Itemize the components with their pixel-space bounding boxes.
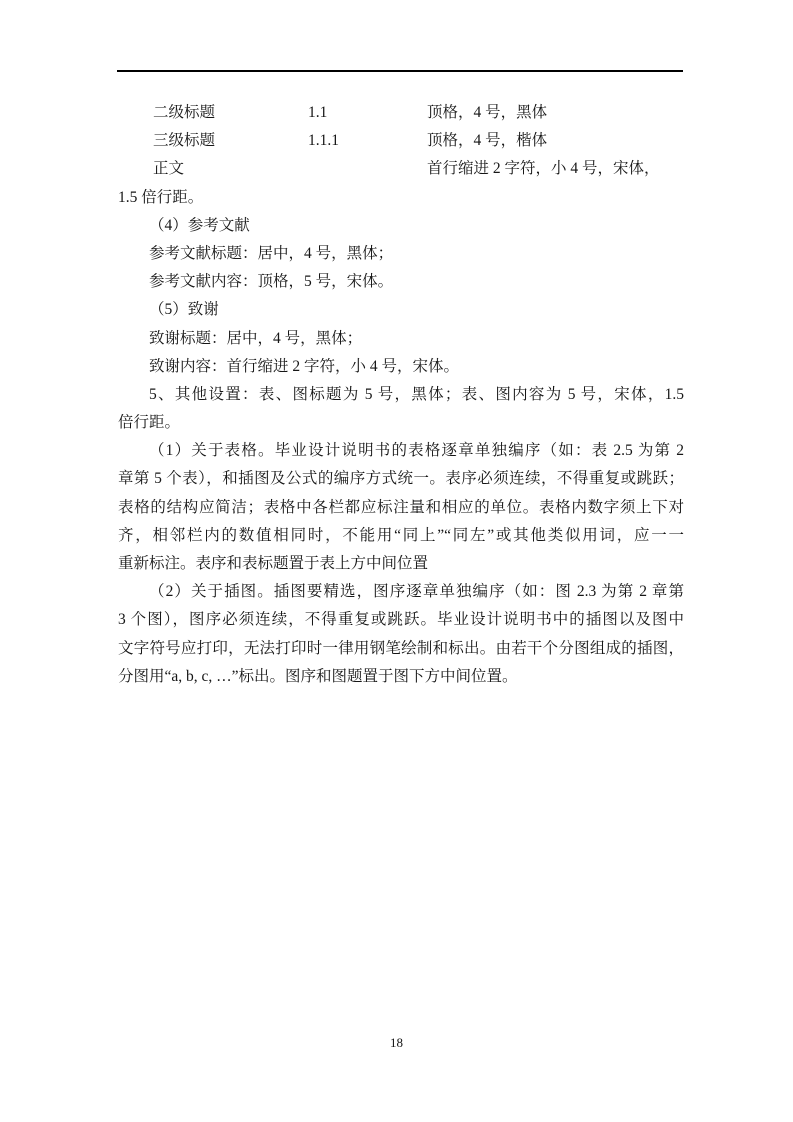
row-format: 顶格，4 号，楷体 <box>427 132 548 150</box>
text-line: 5、其他设置：表、图标题为 5 号，黑体；表、图内容为 5 号，宋体，1.5 <box>149 385 684 403</box>
text-line: 致谢标题：居中，4 号，黑体； <box>149 329 363 347</box>
text-line: 3 个图），图序必须连续，不得重复或跳跃。毕业设计说明书中的插图以及图中 <box>118 611 684 629</box>
text-line: 致谢内容：首行缩进 2 字符，小 4 号，宋体。 <box>149 357 460 375</box>
text-line: 章第 5 个表），和插图及公式的编序方式统一。表序必须连续，不得重复或跳跃； <box>118 470 684 488</box>
text-line: 参考文献内容：顶格，5 号，宋体。 <box>149 273 394 291</box>
text-line: （4）参考文献 <box>149 216 250 234</box>
row-numbering: 1.1 <box>308 104 328 121</box>
text-line: （1）关于表格。毕业设计说明书的表格逐章单独编序（如：表 2.5 为第 2 <box>149 442 684 460</box>
format-row <box>118 155 684 183</box>
row-label: 二级标题 <box>153 104 216 121</box>
text-line: 文字符号应打印，无法打印时一律用钢笔绘制和标出。由若干个分图组成的插图， <box>118 639 684 657</box>
row-numbering: 1.1.1 <box>308 132 339 150</box>
format-row <box>118 127 684 155</box>
document-body <box>118 99 684 691</box>
text-line: 表格的结构应简洁；表格中各栏都应标注量和相应的单位。表格内数字须上下对 <box>118 498 684 516</box>
row-label: 三级标题 <box>153 132 216 150</box>
row-format: 顶格，4 号，黑体 <box>427 104 548 121</box>
page-number: 18 <box>390 1035 403 1050</box>
text-line: （5）致谢 <box>149 301 219 319</box>
format-row <box>118 99 684 127</box>
text-line: 参考文献标题：居中，4 号，黑体； <box>149 244 394 262</box>
text-line: 重新标注。表序和表标题置于表上方中间位置 <box>118 555 429 572</box>
text-line: （2）关于插图。插图要精选，图序逐章单独编序（如：图 2.3 为第 2 章第 <box>149 583 684 601</box>
text-line: 分图用“a, b, c, …”标出。图序和图题置于图下方中间位置。 <box>118 667 518 685</box>
text-line: 齐，相邻栏内的数值相同时，不能用“同上”“同左”或其他类似用词，应一一 <box>118 526 684 544</box>
row-label: 正文 <box>153 160 185 178</box>
text-line: 倍行距。 <box>118 414 181 432</box>
header-rule <box>117 70 683 72</box>
text-line: 1.5 倍行距。 <box>118 188 204 206</box>
row-format: 首行缩进 2 字符，小 4 号，宋体， <box>427 160 660 178</box>
